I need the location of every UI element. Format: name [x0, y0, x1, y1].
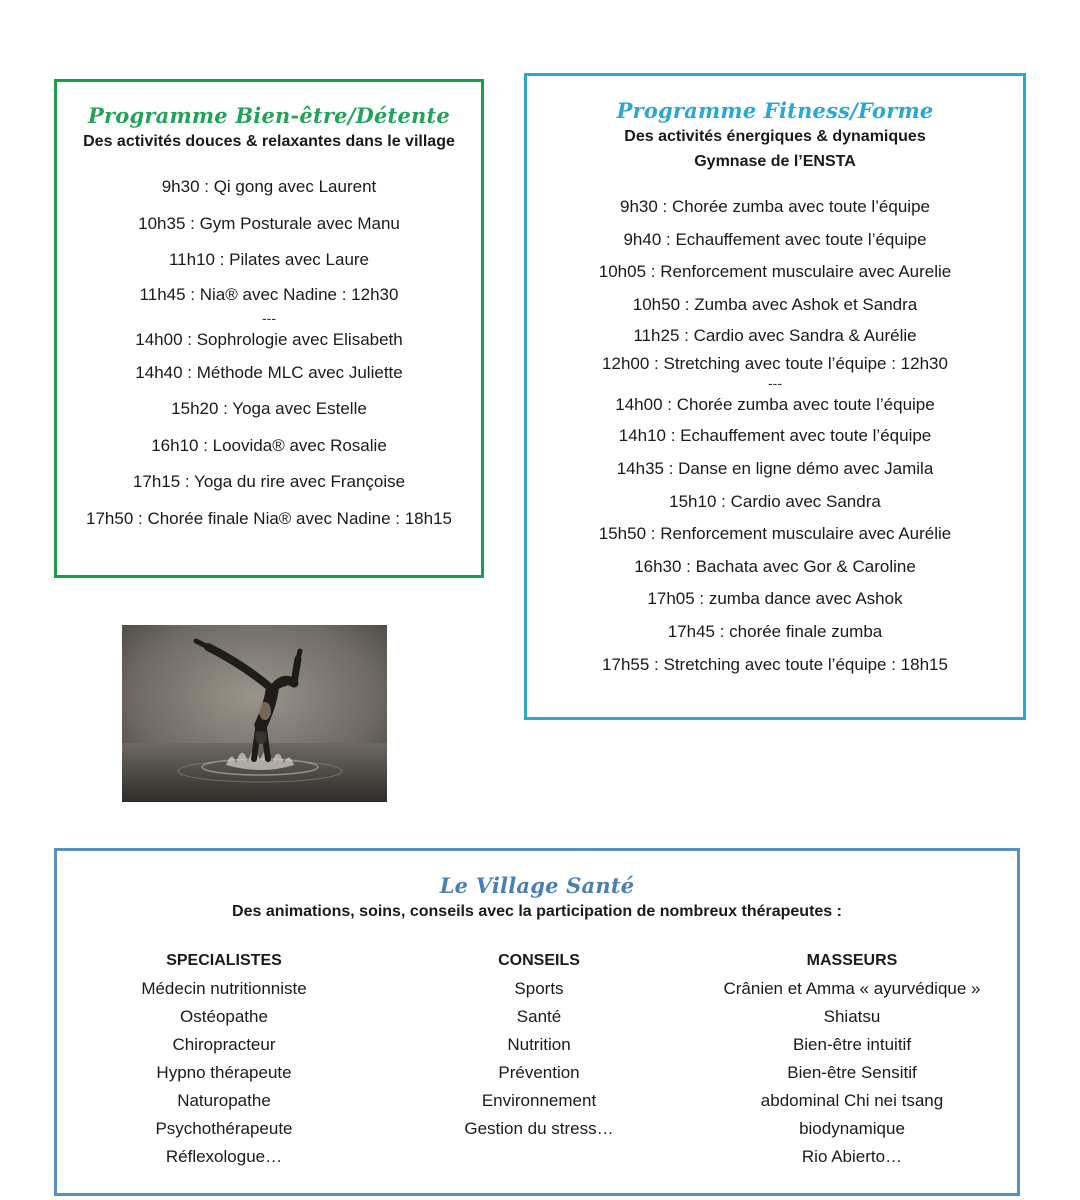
fitness-subtitle: Des activités énergiques & dynamiques — [624, 128, 926, 145]
schedule-item: 14h40 : Méthode MLC avec Juliette — [135, 362, 403, 382]
schedule-item: 10h50 : Zumba avec Ashok et Sandra — [632, 294, 918, 314]
conseils-column — [429, 947, 649, 1143]
list-item: Nutrition — [507, 1035, 571, 1054]
yoga-handstand-image — [122, 625, 387, 802]
village-sante-box — [54, 848, 1020, 1196]
bien-etre-program-box — [54, 79, 484, 578]
fitness-program-box — [524, 73, 1026, 720]
village-title: Le Village Santé — [439, 873, 635, 898]
list-item: Réflexologue… — [165, 1147, 283, 1166]
schedule-item: 9h30 : Chorée zumba avec toute l’équipe — [620, 197, 930, 216]
yoga-photo — [122, 625, 387, 802]
schedule-item: 17h50 : Chorée finale Nia® avec Nadine : 18h15 — [86, 508, 452, 528]
bien-etre-title: Programme Bien-être/Détente — [88, 103, 450, 128]
bien-etre-subtitle: Des activités douces & relaxantes dans le village — [83, 133, 455, 150]
schedule-item: 11h25 : Cardio avec Sandra & Aurélie — [633, 326, 917, 346]
schedule-item: 15h50 : Renforcement musculaire avec Aurélie — [598, 524, 952, 544]
list-item: Médecin nutritionniste — [141, 979, 307, 998]
fitness-schedule — [527, 191, 1023, 681]
village-subtitle: Des animations, soins, conseils avec la participation de nombreux thérapeutes : — [232, 903, 842, 920]
list-item: Hypno thérapeute — [156, 1063, 292, 1082]
schedule-item: 14h00 : Chorée zumba avec toute l’équipe — [615, 395, 935, 415]
schedule-separator: --- — [262, 309, 276, 326]
schedule-item: 17h55 : Stretching avec toute l’équipe : 18h15 — [602, 654, 948, 674]
schedule-item: 14h35 : Danse en ligne démo avec Jamila — [616, 458, 934, 478]
conseils-heading: CONSEILS — [498, 952, 580, 969]
fitness-title: Programme Fitness/Forme — [616, 98, 934, 123]
list-item: Bien-être intuitif — [792, 1035, 912, 1054]
list-item: abdominal Chi nei tsang — [760, 1091, 944, 1110]
list-item: Chiropracteur — [172, 1035, 276, 1054]
specialistes-heading: SPECIALISTES — [166, 952, 282, 969]
list-item: Rio Abierto… — [801, 1147, 903, 1166]
schedule-item: 9h30 : Qi gong avec Laurent — [161, 177, 377, 196]
schedule-item: 10h35 : Gym Posturale avec Manu — [138, 213, 400, 233]
schedule-item: 15h10 : Cardio avec Sandra — [669, 491, 881, 511]
schedule-item: 17h15 : Yoga du rire avec Françoise — [132, 472, 406, 491]
schedule-item: 14h10 : Echauffement avec toute l’équipe — [618, 426, 932, 446]
schedule-item: 16h30 : Bachata avec Gor & Caroline — [634, 556, 916, 576]
list-item: Prévention — [498, 1063, 580, 1082]
schedule-separator: --- — [768, 375, 782, 392]
list-item: Gestion du stress… — [464, 1119, 614, 1138]
list-item: Naturopathe — [177, 1091, 271, 1110]
fitness-location: Gymnase de l’ENSTA — [694, 153, 856, 170]
list-item: Ostéopathe — [180, 1007, 268, 1026]
bien-etre-schedule — [57, 169, 481, 537]
village-columns — [57, 947, 1017, 1187]
list-item: Psychothérapeute — [155, 1119, 293, 1138]
schedule-item: 17h45 : chorée finale zumba — [667, 621, 883, 641]
schedule-item: 10h05 : Renforcement musculaire avec Aurelie — [598, 262, 952, 282]
schedule-item: 14h00 : Sophrologie avec Elisabeth — [135, 329, 403, 349]
schedule-item: 17h05 : zumba dance avec Ashok — [647, 589, 903, 609]
list-item: Crânien et Amma « ayurvédique » — [723, 979, 981, 998]
masseurs-column — [697, 947, 1007, 1171]
schedule-item: 15h20 : Yoga avec Estelle — [171, 399, 367, 418]
specialistes-column — [119, 947, 329, 1171]
schedule-item: 16h10 : Loovida® avec Rosalie — [151, 435, 387, 455]
list-item: Shiatsu — [823, 1007, 881, 1026]
list-item: Bien-être Sensitif — [787, 1063, 917, 1082]
list-item: Santé — [516, 1007, 562, 1026]
masseurs-heading: MASSEURS — [806, 952, 898, 969]
schedule-item: 12h00 : Stretching avec toute l’équipe : 12h30 — [602, 354, 948, 374]
list-item: Environnement — [481, 1091, 597, 1110]
schedule-item: 11h10 : Pilates avec Laure — [168, 250, 370, 269]
list-item: Sports — [514, 979, 564, 998]
schedule-item: 9h40 : Echauffement avec toute l’équipe — [623, 229, 927, 249]
schedule-item: 11h45 : Nia® avec Nadine : 12h30 — [139, 284, 399, 304]
list-item: biodynamique — [799, 1119, 905, 1138]
